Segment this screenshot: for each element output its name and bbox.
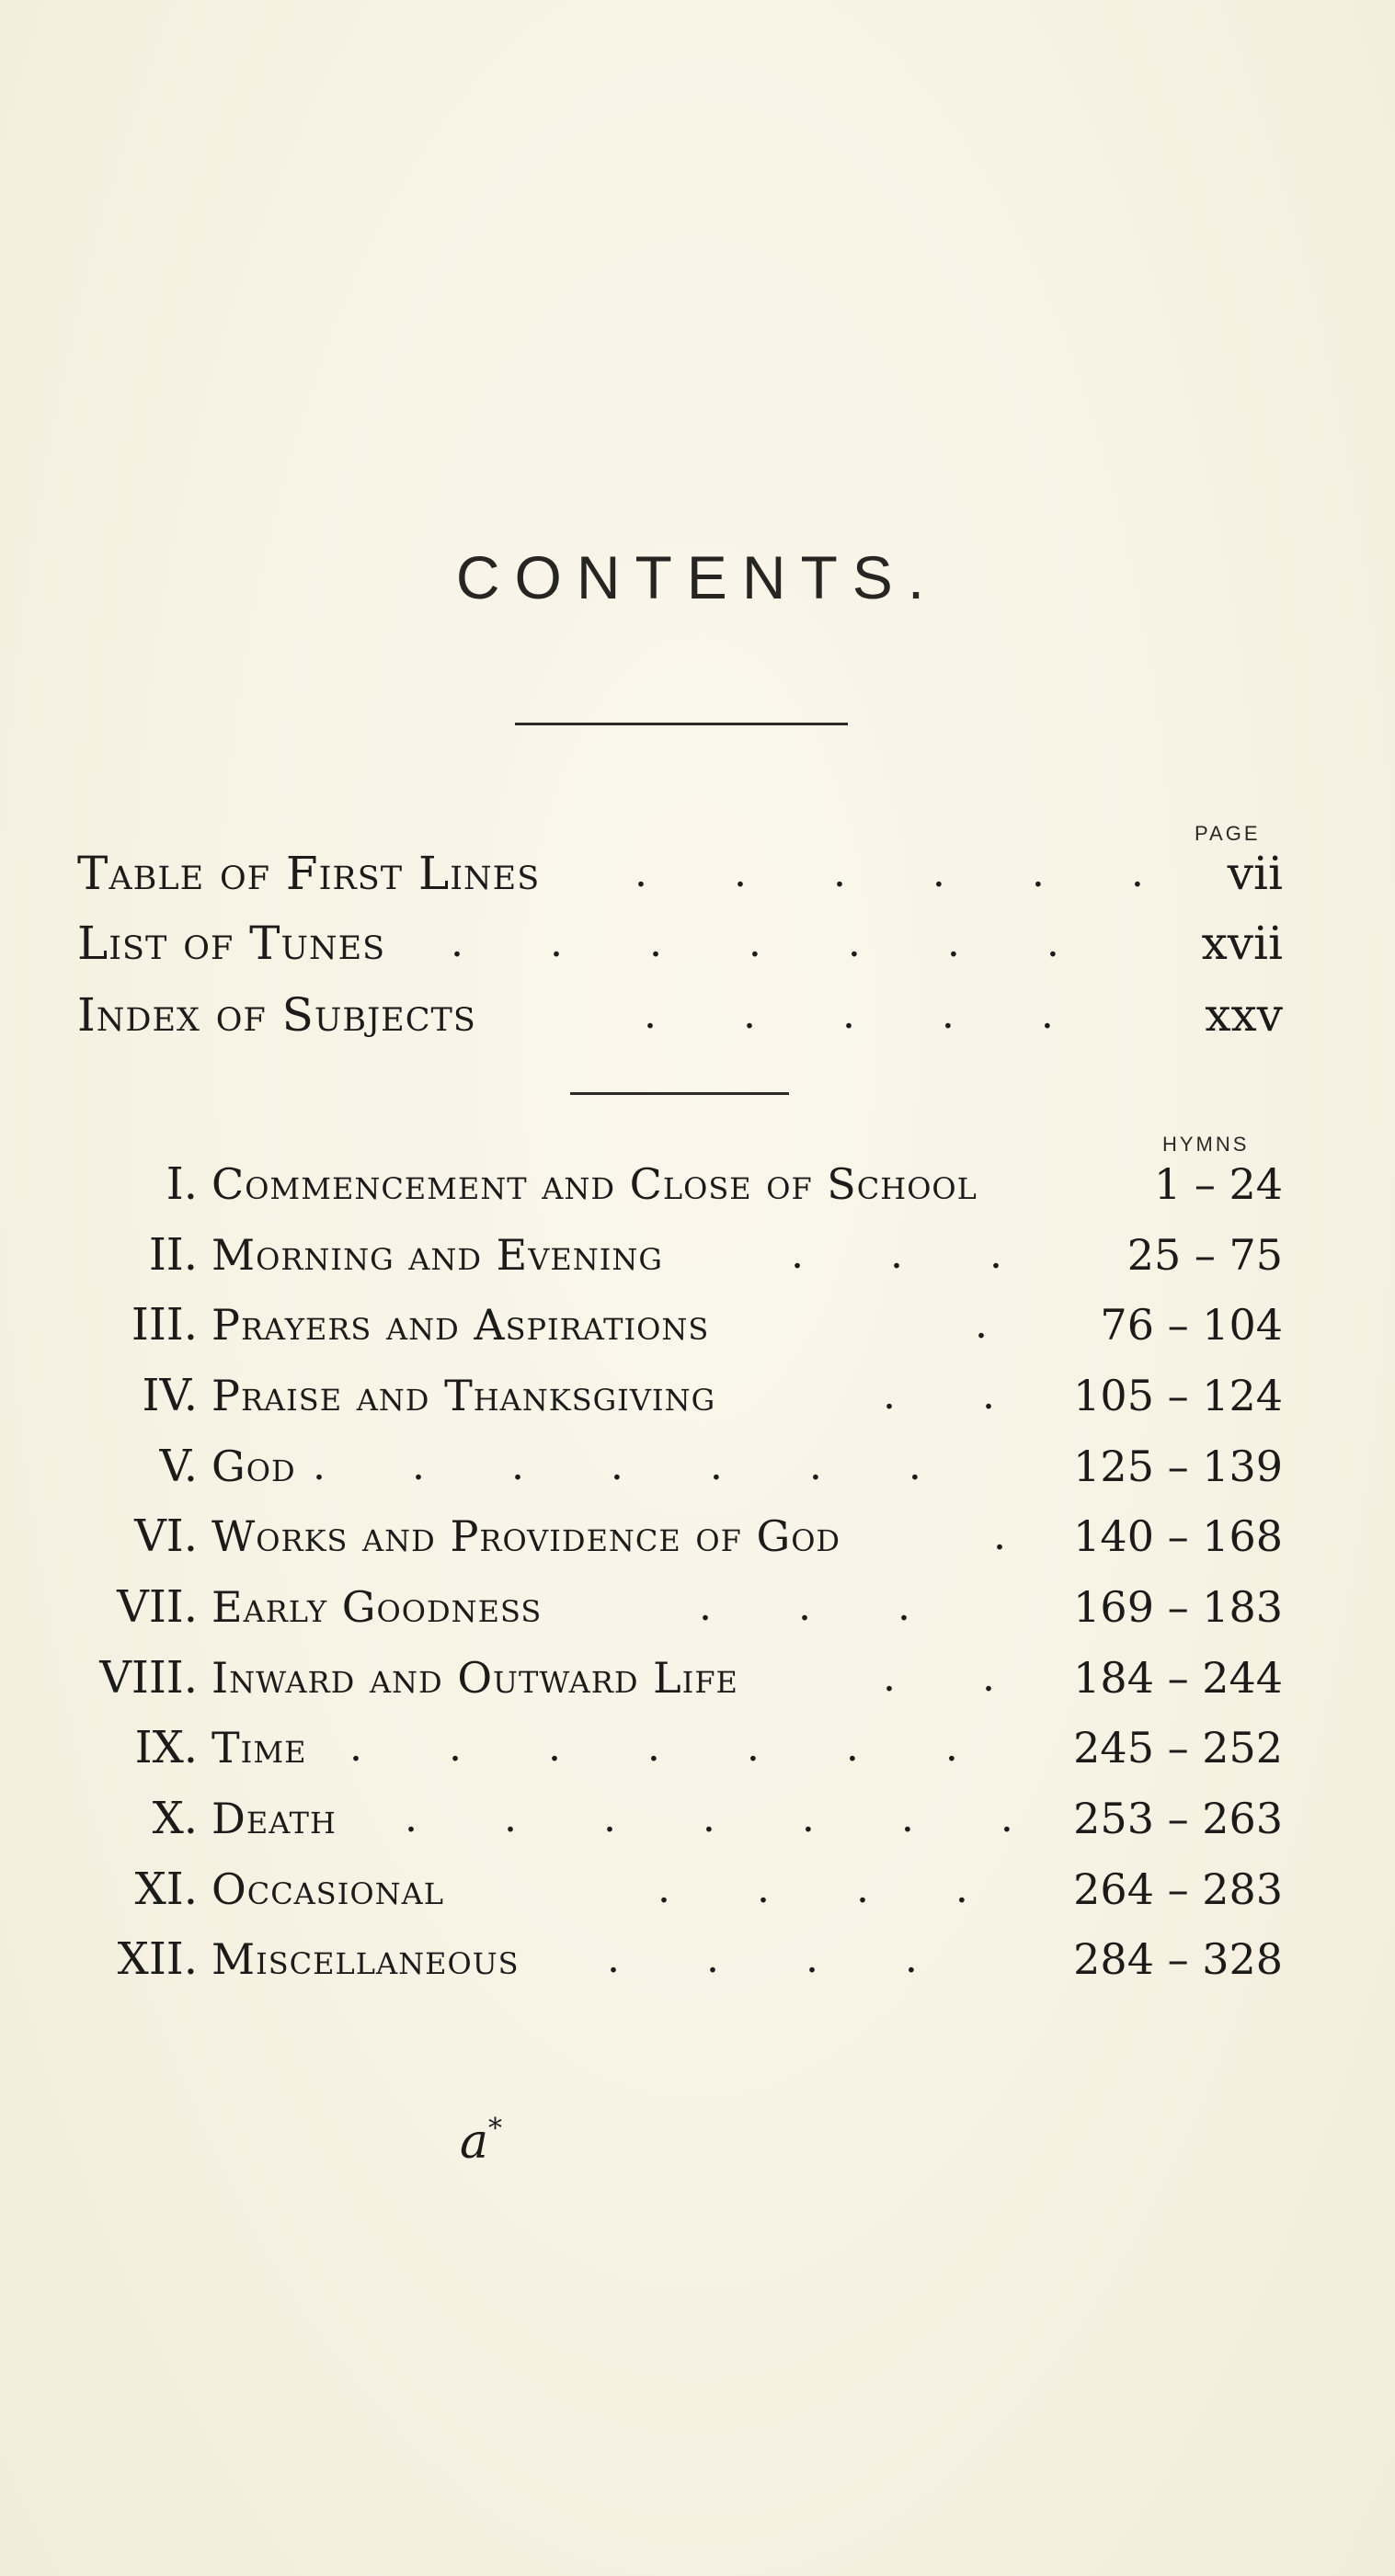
hymn-range: 140 – 168	[1073, 1511, 1283, 1561]
leader-dots: . . . . . . .	[405, 1795, 1050, 1841]
leader-dots: . .	[883, 1372, 1032, 1419]
chapter-numeral: IV.	[142, 1370, 198, 1421]
hymn-range: 1 – 24	[1153, 1159, 1283, 1209]
chapter-label: Praise and Thanksgiving	[212, 1371, 716, 1420]
entry-label: Table of First Lines	[77, 847, 541, 900]
chapter-entry	[0, 1227, 1306, 1282]
leader-dots: . . . . . .	[635, 849, 1181, 896]
leader-dots: . .	[883, 1654, 1032, 1701]
entry-label: List of Tunes	[77, 917, 386, 970]
leader-dots: . . . . . . .	[313, 1442, 958, 1489]
page-column-heading: PAGE	[1195, 822, 1261, 845]
front-matter-entry	[0, 846, 1283, 901]
leader-dots: . . . .	[657, 1865, 1005, 1912]
chapter-numeral: II.	[148, 1229, 198, 1281]
chapter-entry	[0, 1791, 1306, 1846]
chapter-numeral: I.	[166, 1158, 198, 1210]
chapter-entry	[0, 1720, 1306, 1775]
chapter-label: Miscellaneous	[212, 1934, 520, 1984]
section-rule	[570, 1092, 789, 1095]
page-title: CONTENTS.	[455, 543, 940, 611]
chapter-numeral: IX.	[134, 1722, 198, 1773]
chapter-entry	[0, 1650, 1306, 1705]
hymn-range: 169 – 183	[1073, 1582, 1283, 1632]
leader-dots: . . .	[699, 1583, 947, 1630]
entry-page: xvii	[1201, 917, 1283, 970]
hymn-range: 125 – 139	[1073, 1442, 1283, 1491]
chapter-label: Death	[212, 1794, 337, 1843]
hymn-range: 245 – 252	[1073, 1723, 1283, 1772]
chapter-entry	[0, 1297, 1306, 1352]
chapter-label: Prayers and Aspirations	[212, 1300, 710, 1350]
hymn-range: 184 – 244	[1073, 1653, 1283, 1703]
hymn-range: 76 – 104	[1100, 1300, 1283, 1350]
front-matter-entry	[0, 987, 1283, 1043]
title-rule	[515, 723, 848, 725]
front-matter-entry	[0, 916, 1283, 971]
entry-label: Index of Subjects	[77, 988, 476, 1042]
chapter-label: Morning and Evening	[212, 1230, 663, 1280]
chapter-entry	[0, 1862, 1306, 1917]
chapter-numeral: III.	[131, 1299, 198, 1351]
leader-dots: . . . . . . .	[451, 919, 1096, 966]
chapter-label: Occasional	[212, 1864, 444, 1914]
signature-asterisk: *	[488, 2113, 503, 2145]
chapter-label: Inward and Outward Life	[212, 1653, 738, 1703]
hymn-range: 253 – 263	[1073, 1794, 1283, 1843]
leader-dots: . . . . .	[644, 991, 1091, 1038]
signature-mark	[460, 2113, 502, 2170]
hymns-column-heading: HYMNS	[1162, 1133, 1250, 1156]
hymn-range: 25 – 75	[1126, 1230, 1283, 1280]
leader-dots: . . .	[791, 1231, 1039, 1278]
chapter-numeral: X.	[152, 1793, 198, 1844]
entry-page: vii	[1227, 847, 1283, 900]
hymn-range: 284 – 328	[1073, 1934, 1283, 1984]
leader-dots: . . . . . . .	[349, 1724, 995, 1771]
chapter-label: Commencement and Close of School	[212, 1159, 978, 1209]
chapter-entry	[0, 1368, 1306, 1423]
chapter-numeral: V.	[159, 1441, 198, 1492]
hymn-range: 264 – 283	[1073, 1864, 1283, 1914]
chapter-label: Works and Providence of God	[212, 1511, 841, 1561]
entry-page: xxv	[1205, 988, 1283, 1042]
chapter-label: God	[212, 1442, 296, 1491]
chapter-label: Early Goodness	[212, 1582, 543, 1632]
chapter-entry	[0, 1439, 1306, 1494]
chapter-entry	[0, 1157, 1306, 1212]
chapter-entry	[0, 1579, 1306, 1635]
chapter-label: Time	[212, 1723, 307, 1772]
chapter-numeral: XII.	[117, 1933, 198, 1985]
chapter-numeral: VIII.	[99, 1652, 198, 1704]
chapter-numeral: VI.	[134, 1510, 198, 1562]
leader-dots: .	[975, 1301, 1024, 1348]
signature-letter: a	[460, 2114, 489, 2170]
chapter-numeral: VII.	[117, 1581, 198, 1633]
leader-dots: .	[993, 1512, 1043, 1559]
leader-dots: . . . .	[607, 1935, 955, 1982]
hymn-range: 105 – 124	[1073, 1371, 1283, 1420]
chapter-entry	[0, 1509, 1306, 1564]
chapter-numeral: XI.	[134, 1864, 198, 1915]
chapter-entry	[0, 1932, 1306, 1987]
